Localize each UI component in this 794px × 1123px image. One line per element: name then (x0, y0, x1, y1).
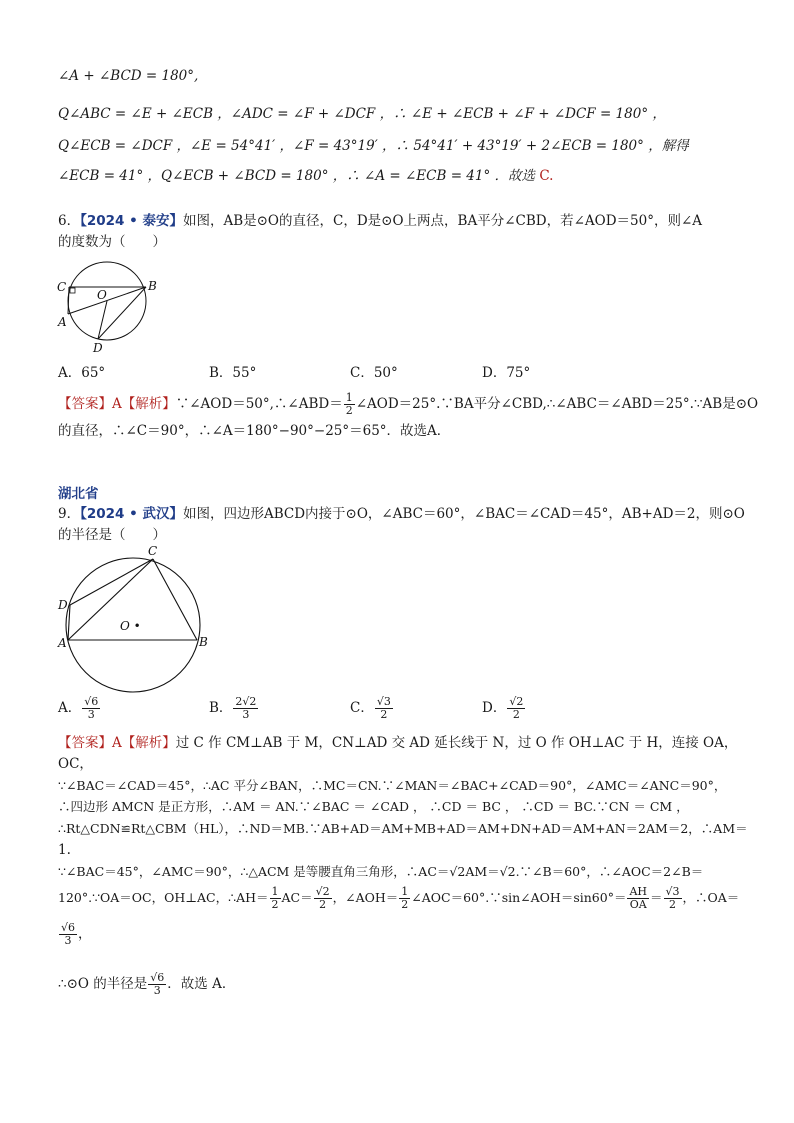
q9-option-b-value (233, 696, 258, 721)
fraction-denominator: 2 (345, 404, 353, 417)
q9-option-b-label: B． (209, 700, 233, 716)
q9-option-d-value (507, 696, 525, 721)
q6-label-a: A (58, 315, 67, 329)
q9-sol8-e: ＝ (650, 890, 663, 905)
q9-sol-text-1: 过 C 作 CM⊥AB 于 M，CN⊥AD 交 AD 延长线于 N，过 O 作 OH⊥AC 于 H，连接 OA， (175, 735, 738, 751)
q9-stem-line-1 (58, 504, 745, 524)
q9-label-o: O • (120, 619, 141, 633)
q9-sol8-d: ∠AOC＝60°.∵sin∠AOH＝sin60°＝ (411, 890, 627, 905)
q6-stem-text: 如图，AB是⊙O的直径，C，D是⊙O上两点，BA平分∠CBD，若∠AOD＝50°，则∠A (182, 213, 703, 229)
q9-solution-line-5: ∴Rt△CDN≌Rt△CBM（HL），∴ND＝MB.∵AB+AD＝AM+MB+AD＝AM+DN+AD＝AM+AN＝2AM＝2，∴AM＝ (58, 821, 748, 836)
q9-sol8-frac-1 (270, 886, 281, 911)
q9-label-c: C (148, 544, 158, 558)
q9-solution-line-6: 1. (58, 842, 71, 858)
q9-source-tag: 【2024 • 武汉】 (80, 506, 183, 522)
q6-option-c: C．50° (350, 365, 398, 381)
q9-solution-line-7: ∵∠BAC＝45°，∠AMC＝90°，∴△ACM 是等腰直角三角形，∴AC＝√2AM＝√2.∵∠B＝60°，∴∠AOC＝2∠B＝ (58, 864, 704, 879)
fraction-numerator: 1 (271, 885, 279, 898)
q6-stem-line-1 (58, 211, 702, 231)
section-heading: 湖北省 (58, 486, 99, 502)
q9-sol8-frac-5 (664, 886, 682, 911)
prev-answer: C. (539, 168, 554, 184)
q9-option-c-label: C． (350, 700, 374, 716)
q9-option-d-label: D． (482, 700, 507, 716)
fraction-denominator: 2 (401, 898, 409, 911)
prev-line-2: Q∠ABC = ∠E + ∠ECB ，∠ADC = ∠F + ∠DCF ，∴ ∠E + ∠ECB + ∠F + ∠DCF = 180° ， (58, 106, 666, 122)
q9-option-a-value (82, 696, 100, 721)
q9-solution-line-4: ∴四边形 AMCN 是正方形，∴AM ＝ AN.∵∠BAC ＝ ∠CAD ， ∴CD ＝ BC ， ∴CD ＝ BC.∵CN ＝ CM ， (58, 799, 689, 814)
fraction-denominator: 2 (512, 708, 520, 721)
fraction-denominator: 3 (153, 984, 161, 997)
q9-figure (52, 542, 217, 694)
q9-sol9-tail: ， (78, 926, 92, 942)
q9-solution-line-9 (58, 922, 92, 947)
fraction-denominator: OA (629, 898, 647, 911)
fraction-numerator: √6 (61, 921, 76, 934)
q6-figure (52, 256, 164, 356)
q9-sol8-c: ，∠AOH＝ (332, 890, 399, 905)
q9-side-ad (68, 605, 70, 640)
q6-sol-text-a: ∵∠AOD＝50°,∴∠ABD＝ (175, 396, 343, 412)
q6-source-tag: 【2024 • 泰安】 (80, 213, 183, 229)
q6-solution-line-1 (58, 392, 758, 417)
q6-label-b: B (148, 279, 157, 293)
q9-sol8-a: 120°.∵OA＝OC，OH⊥AC，∴AH＝ (58, 890, 269, 905)
q9-solution-line-1 (58, 733, 737, 753)
q6-option-d: D．75° (482, 365, 531, 381)
fraction-numerator: 1 (345, 391, 353, 404)
q9-sol8-frac-2 (314, 886, 332, 911)
q9-sol8-frac-4 (627, 886, 649, 911)
fraction-denominator: 2 (319, 898, 327, 911)
q9-sol8-b: AC＝ (281, 890, 313, 905)
fraction-denominator: 3 (87, 708, 95, 721)
q6-label-o: O (97, 288, 107, 302)
q6-sol-fraction (344, 392, 355, 417)
fraction-denominator: 3 (64, 934, 72, 947)
q9-side-bc (153, 559, 197, 640)
q9-sol10-frac (148, 972, 166, 997)
fraction-denominator: 2 (669, 898, 677, 911)
q6-number: 6． (58, 213, 81, 229)
fraction-numerator: √2 (509, 695, 524, 708)
q6-right-angle-mark (70, 288, 75, 293)
q9-option-c (350, 696, 394, 721)
q9-sol8-frac-3 (399, 886, 410, 911)
q9-answer-label: 【答案】A【解析】 (58, 735, 176, 751)
q9-option-c-value (375, 696, 393, 721)
q6-option-b: B．55° (209, 365, 257, 381)
q9-label-d: D (58, 598, 68, 612)
q9-solution-line-10 (58, 972, 235, 997)
q9-option-d (482, 696, 526, 721)
q6-radius-od (98, 301, 107, 339)
q6-sol-text-b: ∠AOD＝25°.∵BA平分∠CBD,∴∠ABC＝∠ABD＝25°.∵AB是⊙O (355, 396, 759, 412)
fraction-denominator: 2 (380, 708, 388, 721)
prev-line-4-text: ∠ECB = 41° ，Q∠ECB + ∠BCD = 180° ，∴ ∠A = ∠ECB = 41° ．故选 (58, 168, 536, 184)
q9-stem-line-2: 的半径是（ ） (58, 527, 166, 543)
q9-solution-line-3: ∵∠BAC＝∠CAD＝45°，∴AC 平分∠BAN，∴MC＝CN.∵∠MAN＝∠BAC+∠CAD＝90°，∠AMC＝∠ANC＝90°， (58, 778, 727, 793)
fraction-denominator: 2 (271, 898, 279, 911)
fraction-numerator: AH (629, 885, 647, 898)
q9-option-a-label: A． (58, 700, 82, 716)
fraction-numerator: √3 (376, 695, 391, 708)
q9-sol10-b: ．故选 A． (167, 976, 236, 992)
prev-line-4 (58, 166, 553, 186)
q6-label-c: C (57, 280, 67, 294)
fraction-numerator: √2 (315, 885, 330, 898)
fraction-denominator: 3 (242, 708, 250, 721)
q9-sol10-a: ∴⊙O 的半径是 (58, 976, 148, 992)
prev-line-3: Q∠ECB = ∠DCF ，∠E = 54°41′ ，∠F = 43°19′ ，∴ 54°41′ + 43°19′ + 2∠ECB = 180° ，解得 (58, 138, 689, 154)
q9-option-b (209, 696, 259, 721)
fraction-numerator: 2√2 (235, 695, 257, 708)
q9-option-a (58, 696, 101, 721)
fraction-numerator: √6 (150, 971, 165, 984)
q9-sol9-frac (59, 922, 77, 947)
q9-solution-line-8 (58, 886, 739, 911)
q6-solution-line-2: 的直径，∴∠C＝90°，∴∠A＝180°−90°−25°＝65°．故选A． (58, 423, 451, 439)
q9-stem-text: 如图，四边形ABCD内接于⊙O，∠ABC＝60°，∠BAC＝∠CAD＝45°，AB+AD＝2，则⊙O (182, 506, 745, 522)
q6-stem-line-2: 的度数为（ ） (58, 234, 166, 250)
fraction-numerator: √3 (665, 885, 680, 898)
q6-label-d: D (93, 341, 103, 355)
q9-label-b: B (199, 635, 208, 649)
q6-answer-label: 【答案】A【解析】 (58, 396, 176, 412)
q6-option-a: A．65° (58, 365, 106, 381)
q9-sol8-f: ，∴OA＝ (682, 890, 740, 905)
fraction-numerator: 1 (401, 885, 409, 898)
prev-line-1: ∠A + ∠BCD = 180°, (58, 68, 199, 84)
q6-diameter-ab (68, 287, 146, 314)
fraction-numerator: √6 (84, 695, 99, 708)
q9-label-a: A (58, 636, 67, 650)
q9-number: 9． (58, 506, 81, 522)
q9-solution-line-2: OC， (58, 756, 93, 772)
